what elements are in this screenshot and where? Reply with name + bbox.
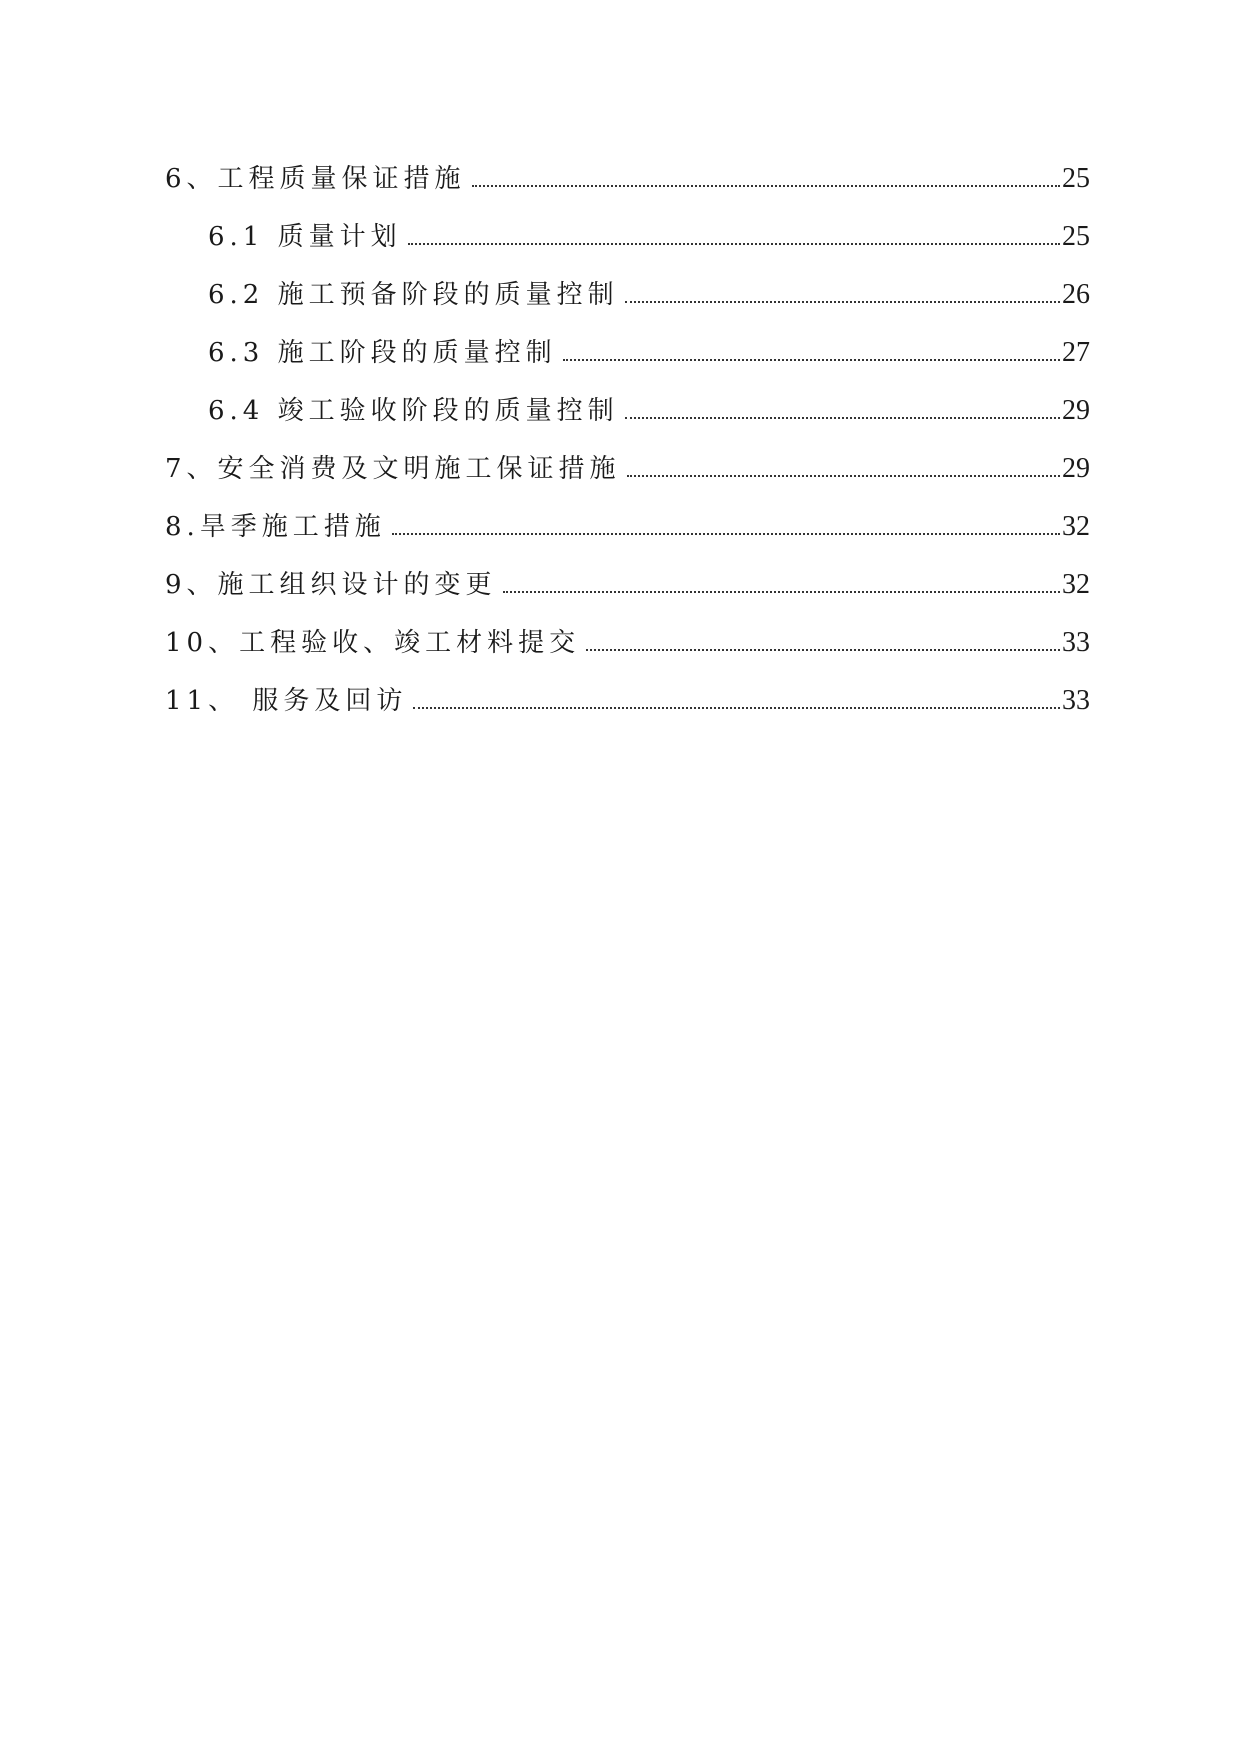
toc-dot-leader: [625, 301, 1060, 303]
toc-entry-page: 33: [1062, 685, 1090, 716]
toc-entry-page: 29: [1062, 395, 1090, 426]
toc-dot-leader: [586, 649, 1060, 651]
toc-dot-leader: [625, 417, 1060, 419]
toc-entry-title: 7、安全消费及文明施工保证措施: [165, 454, 621, 484]
toc-entry[interactable]: [165, 556, 1090, 614]
toc-entry-title: 6.3 施工阶段的质量控制: [208, 338, 557, 368]
toc-dot-leader: [627, 475, 1060, 477]
toc-dot-leader: [472, 185, 1060, 187]
toc-entry-title: 6、工程质量保证措施: [165, 164, 466, 194]
toc-entry-page: 32: [1062, 511, 1090, 542]
toc-entry[interactable]: [165, 324, 1090, 382]
toc-entry-title: 11、 服务及回访: [165, 686, 408, 716]
toc-entry-page: 32: [1062, 569, 1090, 600]
toc-entry-title: 6.4 竣工验收阶段的质量控制: [208, 396, 619, 426]
toc-entry-title: 8.旱季施工措施: [165, 512, 386, 542]
table-of-contents: [165, 150, 1090, 730]
toc-entry-title: 6.1 质量计划: [208, 222, 402, 252]
toc-dot-leader: [413, 707, 1060, 709]
toc-entry-page: 25: [1062, 221, 1090, 252]
toc-entry[interactable]: [165, 382, 1090, 440]
toc-entry-title: 6.2 施工预备阶段的质量控制: [208, 280, 619, 310]
toc-entry[interactable]: [165, 614, 1090, 672]
toc-entry-page: 26: [1062, 279, 1090, 310]
toc-entry-title: 9、施工组织设计的变更: [165, 570, 497, 600]
toc-entry[interactable]: [165, 440, 1090, 498]
toc-dot-leader: [503, 591, 1060, 593]
toc-entry-page: 33: [1062, 627, 1090, 658]
toc-dot-leader: [392, 533, 1060, 535]
toc-dot-leader: [563, 359, 1060, 361]
toc-entry[interactable]: [165, 150, 1090, 208]
toc-entry[interactable]: [165, 498, 1090, 556]
toc-entry-page: 29: [1062, 453, 1090, 484]
toc-entry-page: 25: [1062, 163, 1090, 194]
toc-entry[interactable]: [165, 266, 1090, 324]
toc-entry[interactable]: [165, 208, 1090, 266]
toc-dot-leader: [408, 243, 1060, 245]
toc-entry-page: 27: [1062, 337, 1090, 368]
toc-entry[interactable]: [165, 672, 1090, 730]
toc-entry-title: 10、工程验收、竣工材料提交: [165, 628, 581, 658]
